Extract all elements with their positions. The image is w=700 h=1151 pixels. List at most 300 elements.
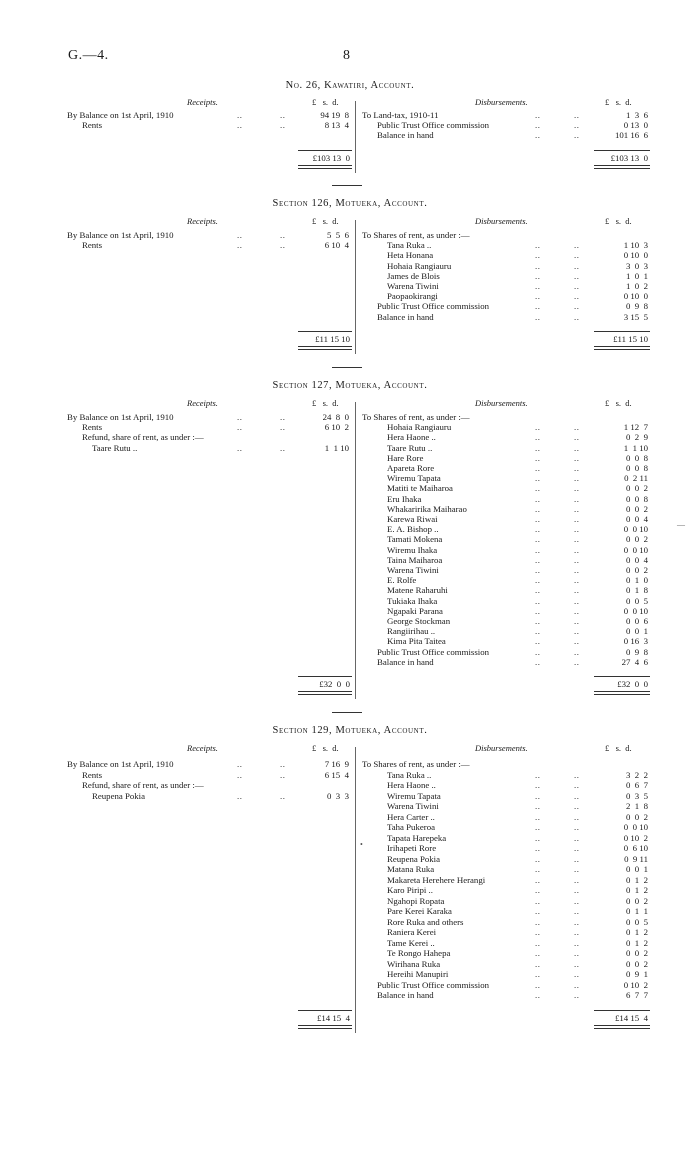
disbursement-amount: 0 1 1 xyxy=(626,906,648,916)
disbursement-label: James de Blois xyxy=(387,270,440,281)
disbursement-row xyxy=(0,494,700,504)
disbursement-amount: 0 0 8 xyxy=(626,463,648,473)
disbursement-amount: 0 0 2 xyxy=(626,483,648,494)
disbursement-row xyxy=(0,657,700,667)
column-divider xyxy=(355,747,356,1033)
double-rule-receipts xyxy=(298,346,352,350)
disbursement-row xyxy=(0,575,700,585)
disbursement-label: To Land-tax, 1910-11 xyxy=(362,110,439,120)
leader-dots: .. xyxy=(574,843,580,853)
leader-dots: .. xyxy=(574,616,580,626)
leader-dots: .. xyxy=(237,230,243,240)
disbursement-label: Ngahopi Ropata xyxy=(387,895,445,906)
leader-dots: .. xyxy=(574,958,580,969)
disbursement-amount: 0 9 1 xyxy=(626,969,648,979)
leader-dots: .. xyxy=(535,616,541,626)
disbursement-label: Public Trust Office commission xyxy=(377,120,490,131)
disbursement-label: Karewa Riwai xyxy=(387,514,438,524)
leader-dots: .. xyxy=(574,656,580,667)
disbursement-row xyxy=(0,885,700,895)
disbursement-row xyxy=(0,453,700,463)
column-divider xyxy=(355,220,356,354)
receipts-total: £14 15 4 xyxy=(317,1012,350,1023)
disbursement-label: George Stockman xyxy=(387,616,451,626)
leader-dots: .. xyxy=(237,412,243,422)
leader-dots: .. xyxy=(535,452,541,463)
disbursement-amount: 1 10 3 xyxy=(623,240,648,251)
double-rule-disbursements xyxy=(594,1025,650,1029)
leader-dots: .. xyxy=(535,801,541,811)
leader-dots: .. xyxy=(280,422,286,433)
leader-dots: .. xyxy=(574,524,580,535)
leader-dots: .. xyxy=(574,301,580,312)
disbursement-amount: 0 9 8 xyxy=(626,301,648,312)
leader-dots: .. xyxy=(574,110,580,120)
disbursement-label: Apareta Rore xyxy=(387,463,435,473)
leader-dots: .. xyxy=(574,442,580,453)
currency-columns-disbursements: £ s. d. xyxy=(605,97,632,107)
disbursement-amount: 0 1 2 xyxy=(626,937,648,948)
leader-dots: .. xyxy=(574,544,580,555)
disbursement-row xyxy=(0,780,700,790)
leader-dots: .. xyxy=(535,811,541,822)
receipts-heading: Receipts. xyxy=(187,398,218,408)
disbursement-label: Taare Rutu .. xyxy=(387,442,433,453)
disbursement-row xyxy=(0,412,700,422)
disbursement-label: Matiti te Maiharoa xyxy=(387,483,453,494)
disbursement-amount: 0 0 2 xyxy=(626,895,648,906)
leader-dots: .. xyxy=(535,432,541,443)
disbursement-amount: 0 9 8 xyxy=(626,646,648,657)
disbursement-amount: 0 0 2 xyxy=(626,534,648,545)
disbursement-row xyxy=(0,616,700,626)
currency-columns-disbursements: £ s. d. xyxy=(605,398,632,408)
leader-dots: .. xyxy=(574,916,580,927)
disbursement-row xyxy=(0,504,700,514)
disbursement-amount: 0 1 0 xyxy=(626,575,648,586)
total-rule-receipts xyxy=(298,1010,352,1011)
leader-dots: .. xyxy=(574,311,580,322)
disbursement-label: Irihapeti Rore xyxy=(387,843,437,853)
disbursement-amount: 0 0 10 xyxy=(623,544,648,555)
disbursement-row xyxy=(0,791,700,801)
margin-mark: — xyxy=(677,520,685,529)
disbursement-amount: 0 10 0 xyxy=(623,291,648,302)
leader-dots: .. xyxy=(574,493,580,504)
stray-dot: • xyxy=(360,840,363,849)
disbursement-label: Public Trust Office commission xyxy=(377,301,490,312)
disbursement-row xyxy=(0,473,700,483)
leader-dots: .. xyxy=(237,790,243,801)
disbursement-amount: 0 0 8 xyxy=(626,452,648,463)
leader-dots: .. xyxy=(574,948,580,958)
disbursement-label: Tana Ruka .. xyxy=(387,240,432,251)
receipts-heading: Receipts. xyxy=(187,743,218,753)
leader-dots: .. xyxy=(535,585,541,596)
receipt-amount: 94 19 8 xyxy=(320,110,349,120)
disbursement-label: Eru Ihaka xyxy=(387,493,422,504)
leader-dots: .. xyxy=(535,646,541,657)
disbursement-amount: 0 1 2 xyxy=(626,927,648,937)
receipt-label: By Balance on 1st April, 1910 xyxy=(67,110,174,120)
disbursement-row xyxy=(0,120,700,130)
receipt-label: Taare Rutu .. xyxy=(92,442,138,453)
disbursement-label: Tana Ruka .. xyxy=(387,769,432,780)
disbursement-amount: 6 7 7 xyxy=(626,990,648,1000)
disbursement-row xyxy=(0,969,700,979)
leader-dots: .. xyxy=(574,832,580,843)
disbursement-amount: 0 6 10 xyxy=(623,843,648,853)
leader-dots: .. xyxy=(574,853,580,864)
column-divider xyxy=(355,101,356,173)
leader-dots: .. xyxy=(574,605,580,616)
total-rule-disbursements xyxy=(594,1010,650,1011)
disbursement-label: Tamati Mokena xyxy=(387,534,443,545)
leader-dots: .. xyxy=(574,130,580,141)
leader-dots: .. xyxy=(535,853,541,864)
disbursement-label: Heta Honana xyxy=(387,250,434,261)
leader-dots: .. xyxy=(574,473,580,484)
leader-dots: .. xyxy=(574,790,580,801)
leader-dots: .. xyxy=(535,260,541,271)
disbursement-row xyxy=(0,596,700,606)
disbursement-label: Wiremu Ihaka xyxy=(387,544,438,555)
section-separator xyxy=(332,185,362,186)
disbursement-label: Warena Tiwini xyxy=(387,281,439,291)
column-divider xyxy=(355,402,356,699)
disbursement-label: Hereihi Manupiri xyxy=(387,969,449,979)
disbursement-row xyxy=(0,291,700,301)
disbursement-label: Pare Kerei Karaka xyxy=(387,906,452,916)
leader-dots: .. xyxy=(574,281,580,291)
section-title: Section 126, Motueka, Account. xyxy=(272,198,428,209)
receipts-total: £11 15 10 xyxy=(315,333,350,344)
receipt-label: Refund, share of rent, as under :— xyxy=(82,432,204,443)
receipts-total: £32 0 0 xyxy=(319,679,350,689)
disbursement-amount: 0 13 0 xyxy=(623,120,648,131)
double-rule-receipts xyxy=(298,165,352,169)
disbursement-amount: 0 0 2 xyxy=(626,565,648,575)
disbursement-amount: 0 10 0 xyxy=(623,250,648,261)
disbursement-label: Balance in hand xyxy=(377,130,434,141)
leader-dots: .. xyxy=(280,769,286,780)
disbursement-label: To Shares of rent, as under :— xyxy=(362,412,470,422)
leader-dots: .. xyxy=(535,473,541,484)
disbursement-row xyxy=(0,854,700,864)
disbursement-row xyxy=(0,422,700,432)
receipt-label: Rents xyxy=(82,422,103,433)
receipt-amount: 6 10 2 xyxy=(324,422,349,433)
section-title: Section 127, Motueka, Account. xyxy=(272,380,428,391)
leader-dots: .. xyxy=(535,605,541,616)
disbursement-amount: 0 10 2 xyxy=(623,979,648,990)
receipt-label: By Balance on 1st April, 1910 xyxy=(67,230,174,240)
double-rule-disbursements xyxy=(594,165,650,169)
disbursement-label: Wirihana Ruka xyxy=(387,958,441,969)
disbursement-amount: 0 0 2 xyxy=(626,948,648,958)
leader-dots: .. xyxy=(535,120,541,131)
disbursement-amount: 0 10 2 xyxy=(623,832,648,843)
disbursement-amount: 3 2 2 xyxy=(626,769,648,780)
disbursement-label: Whakaririka Maiharao xyxy=(387,503,467,514)
disbursement-row xyxy=(0,770,700,780)
disbursement-amount: 1 12 7 xyxy=(623,422,648,433)
disbursement-row xyxy=(0,585,700,595)
leader-dots: .. xyxy=(574,969,580,979)
page-reference: G.—4. xyxy=(68,48,109,63)
leader-dots: .. xyxy=(574,503,580,514)
leader-dots: .. xyxy=(574,452,580,463)
leader-dots: .. xyxy=(535,110,541,120)
disbursement-label: Raniera Kerei xyxy=(387,927,437,937)
leader-dots: .. xyxy=(535,240,541,251)
disbursement-row xyxy=(0,917,700,927)
leader-dots: .. xyxy=(574,885,580,895)
disbursement-label: Hera Haone .. xyxy=(387,780,436,790)
page-header xyxy=(0,48,700,68)
disbursement-row xyxy=(0,636,700,646)
leader-dots: .. xyxy=(535,769,541,780)
disbursement-label: Balance in hand xyxy=(377,656,434,667)
disbursement-row xyxy=(0,606,700,616)
disbursement-label: Makareta Herehere Herangi xyxy=(387,874,486,885)
disbursement-row xyxy=(0,463,700,473)
receipt-amount: 6 15 4 xyxy=(324,769,349,780)
disbursement-amount: 0 0 1 xyxy=(626,864,648,874)
disbursement-row xyxy=(0,990,700,1000)
disbursement-label: Hare Rore xyxy=(387,452,424,463)
disbursement-amount: 0 1 2 xyxy=(626,874,648,885)
receipts-total: £103 13 0 xyxy=(312,152,350,163)
disbursement-amount: 0 0 8 xyxy=(626,493,648,504)
leader-dots: .. xyxy=(535,969,541,979)
leader-dots: .. xyxy=(535,927,541,937)
disbursement-row xyxy=(0,906,700,916)
receipt-label: Rents xyxy=(82,120,103,131)
leader-dots: .. xyxy=(574,811,580,822)
disbursement-amount: 0 2 9 xyxy=(626,432,648,443)
leader-dots: .. xyxy=(535,979,541,990)
disbursement-row xyxy=(0,443,700,453)
leader-dots: .. xyxy=(535,937,541,948)
disbursement-label: Tukiaka Ihaka xyxy=(387,595,438,606)
leader-dots: .. xyxy=(237,240,243,251)
leader-dots: .. xyxy=(237,442,243,453)
leader-dots: .. xyxy=(574,895,580,906)
disbursement-label: E. Rolfe xyxy=(387,575,417,586)
disbursement-row xyxy=(0,301,700,311)
currency-columns-disbursements: £ s. d. xyxy=(605,743,632,753)
disbursement-row xyxy=(0,812,700,822)
disbursement-row xyxy=(0,240,700,250)
receipt-amount: 0 3 3 xyxy=(327,790,349,801)
leader-dots: .. xyxy=(574,422,580,433)
disbursement-row xyxy=(0,927,700,937)
leader-dots: .. xyxy=(574,565,580,575)
disbursements-heading: Disbursements. xyxy=(475,743,528,753)
disbursement-label: E. A. Bishop .. xyxy=(387,524,439,535)
disbursements-total: £32 0 0 xyxy=(617,679,648,689)
disbursement-row xyxy=(0,555,700,565)
section-separator xyxy=(332,712,362,713)
disbursements-heading: Disbursements. xyxy=(475,398,528,408)
disbursement-row xyxy=(0,801,700,811)
receipt-label: By Balance on 1st April, 1910 xyxy=(67,412,174,422)
leader-dots: .. xyxy=(535,463,541,473)
disbursement-label: Public Trust Office commission xyxy=(377,646,490,657)
receipts-heading: Receipts. xyxy=(187,216,218,226)
disbursement-amount: 3 0 3 xyxy=(626,260,648,271)
disbursement-amount: 0 0 5 xyxy=(626,595,648,606)
leader-dots: .. xyxy=(535,270,541,281)
disbursement-label: Wiremu Tapata xyxy=(387,473,441,484)
disbursement-row xyxy=(0,432,700,442)
disbursement-row xyxy=(0,833,700,843)
leader-dots: .. xyxy=(574,864,580,874)
total-rule-receipts xyxy=(298,676,352,677)
disbursement-amount: 0 16 3 xyxy=(623,636,648,647)
disbursement-label: Reupena Pokia xyxy=(387,853,441,864)
disbursement-amount: 101 16 6 xyxy=(615,130,648,141)
disbursement-amount: 0 0 10 xyxy=(623,524,648,535)
total-rule-disbursements xyxy=(594,676,650,677)
disbursement-row xyxy=(0,822,700,832)
disbursement-row xyxy=(0,271,700,281)
receipt-amount: 24 8 0 xyxy=(322,412,349,422)
leader-dots: .. xyxy=(574,585,580,596)
disbursements-heading: Disbursements. xyxy=(475,97,528,107)
leader-dots: .. xyxy=(574,769,580,780)
leader-dots: .. xyxy=(535,832,541,843)
receipt-amount: 6 10 4 xyxy=(324,240,349,251)
leader-dots: .. xyxy=(574,250,580,261)
leader-dots: .. xyxy=(535,916,541,927)
disbursement-label: Taha Pukeroa xyxy=(387,822,435,832)
disbursement-row xyxy=(0,938,700,948)
leader-dots: .. xyxy=(574,979,580,990)
leader-dots: .. xyxy=(574,646,580,657)
disbursement-amount: 1 3 6 xyxy=(626,110,648,120)
leader-dots: .. xyxy=(535,948,541,958)
disbursement-label: Kima Pita Taitea xyxy=(387,636,446,647)
total-rule-disbursements xyxy=(594,331,650,332)
disbursement-row xyxy=(0,565,700,575)
disbursement-row xyxy=(0,524,700,534)
disbursement-row xyxy=(0,896,700,906)
section-separator xyxy=(332,367,362,368)
disbursement-label: Ngapaki Parana xyxy=(387,605,443,616)
leader-dots: .. xyxy=(574,595,580,606)
leader-dots: .. xyxy=(574,780,580,790)
disbursement-row xyxy=(0,948,700,958)
leader-dots: .. xyxy=(535,281,541,291)
disbursement-amount: 0 0 6 xyxy=(626,616,648,626)
leader-dots: .. xyxy=(535,906,541,916)
disbursement-amount: 2 1 8 xyxy=(626,801,648,811)
currency-columns-receipts: £ s. d. xyxy=(312,216,339,226)
disbursement-row xyxy=(0,843,700,853)
disbursement-amount: 0 1 8 xyxy=(626,585,648,596)
section-title: No. 26, Kawatiri, Account. xyxy=(285,80,415,91)
total-rule-disbursements xyxy=(594,150,650,151)
disbursement-row xyxy=(0,110,700,120)
leader-dots: .. xyxy=(535,990,541,1000)
disbursement-label: Public Trust Office commission xyxy=(377,979,490,990)
leader-dots: .. xyxy=(535,958,541,969)
leader-dots: .. xyxy=(535,822,541,832)
leader-dots: .. xyxy=(535,895,541,906)
disbursement-label: Taina Maiharoa xyxy=(387,554,443,565)
disbursement-row xyxy=(0,514,700,524)
receipt-label: Rents xyxy=(82,769,103,780)
leader-dots: .. xyxy=(280,240,286,251)
disbursement-label: Matene Raharuhi xyxy=(387,585,448,596)
leader-dots: .. xyxy=(574,990,580,1000)
disbursement-row xyxy=(0,647,700,657)
leader-dots: .. xyxy=(535,301,541,312)
receipts-heading: Receipts. xyxy=(187,97,218,107)
leader-dots: .. xyxy=(574,120,580,131)
leader-dots: .. xyxy=(574,801,580,811)
disbursement-amount: 0 6 7 xyxy=(626,780,648,790)
leader-dots: .. xyxy=(574,463,580,473)
receipt-amount: 5 5 6 xyxy=(327,230,349,240)
double-rule-disbursements xyxy=(594,691,650,695)
leader-dots: .. xyxy=(574,554,580,565)
leader-dots: .. xyxy=(574,240,580,251)
disbursement-amount: 0 0 1 xyxy=(626,626,648,637)
leader-dots: .. xyxy=(535,130,541,141)
leader-dots: .. xyxy=(535,575,541,586)
leader-dots: .. xyxy=(574,636,580,647)
disbursement-amount: 0 0 4 xyxy=(626,554,648,565)
leader-dots: .. xyxy=(574,575,580,586)
disbursement-label: Matana Ruka xyxy=(387,864,435,874)
leader-dots: .. xyxy=(280,412,286,422)
disbursement-label: To Shares of rent, as under :— xyxy=(362,230,470,240)
leader-dots: .. xyxy=(237,422,243,433)
leader-dots: .. xyxy=(535,311,541,322)
total-rule-receipts xyxy=(298,331,352,332)
leader-dots: .. xyxy=(535,780,541,790)
disbursements-heading: Disbursements. xyxy=(475,216,528,226)
leader-dots: .. xyxy=(237,110,243,120)
leader-dots: .. xyxy=(535,864,541,874)
disbursement-row xyxy=(0,864,700,874)
leader-dots: .. xyxy=(535,422,541,433)
leader-dots: .. xyxy=(535,843,541,853)
currency-columns-receipts: £ s. d. xyxy=(312,398,339,408)
leader-dots: .. xyxy=(237,769,243,780)
leader-dots: .. xyxy=(574,937,580,948)
disbursement-row xyxy=(0,130,700,140)
leader-dots: .. xyxy=(574,291,580,302)
disbursement-row xyxy=(0,261,700,271)
disbursement-label: Rangiirihau .. xyxy=(387,626,436,637)
disbursement-amount: 0 0 4 xyxy=(626,514,648,524)
leader-dots: .. xyxy=(280,120,286,131)
disbursement-label: Hohaia Rangiauru xyxy=(387,260,452,271)
disbursement-amount: 0 0 5 xyxy=(626,916,648,927)
disbursement-amount: 0 0 10 xyxy=(623,822,648,832)
leader-dots: .. xyxy=(280,230,286,240)
disbursement-amount: 0 0 10 xyxy=(623,605,648,616)
receipt-label: Refund, share of rent, as under :— xyxy=(82,780,204,790)
section-title: Section 129, Motueka, Account. xyxy=(272,725,428,736)
leader-dots: .. xyxy=(280,110,286,120)
disbursement-label: Karo Piripi .. xyxy=(387,885,433,895)
leader-dots: .. xyxy=(574,270,580,281)
